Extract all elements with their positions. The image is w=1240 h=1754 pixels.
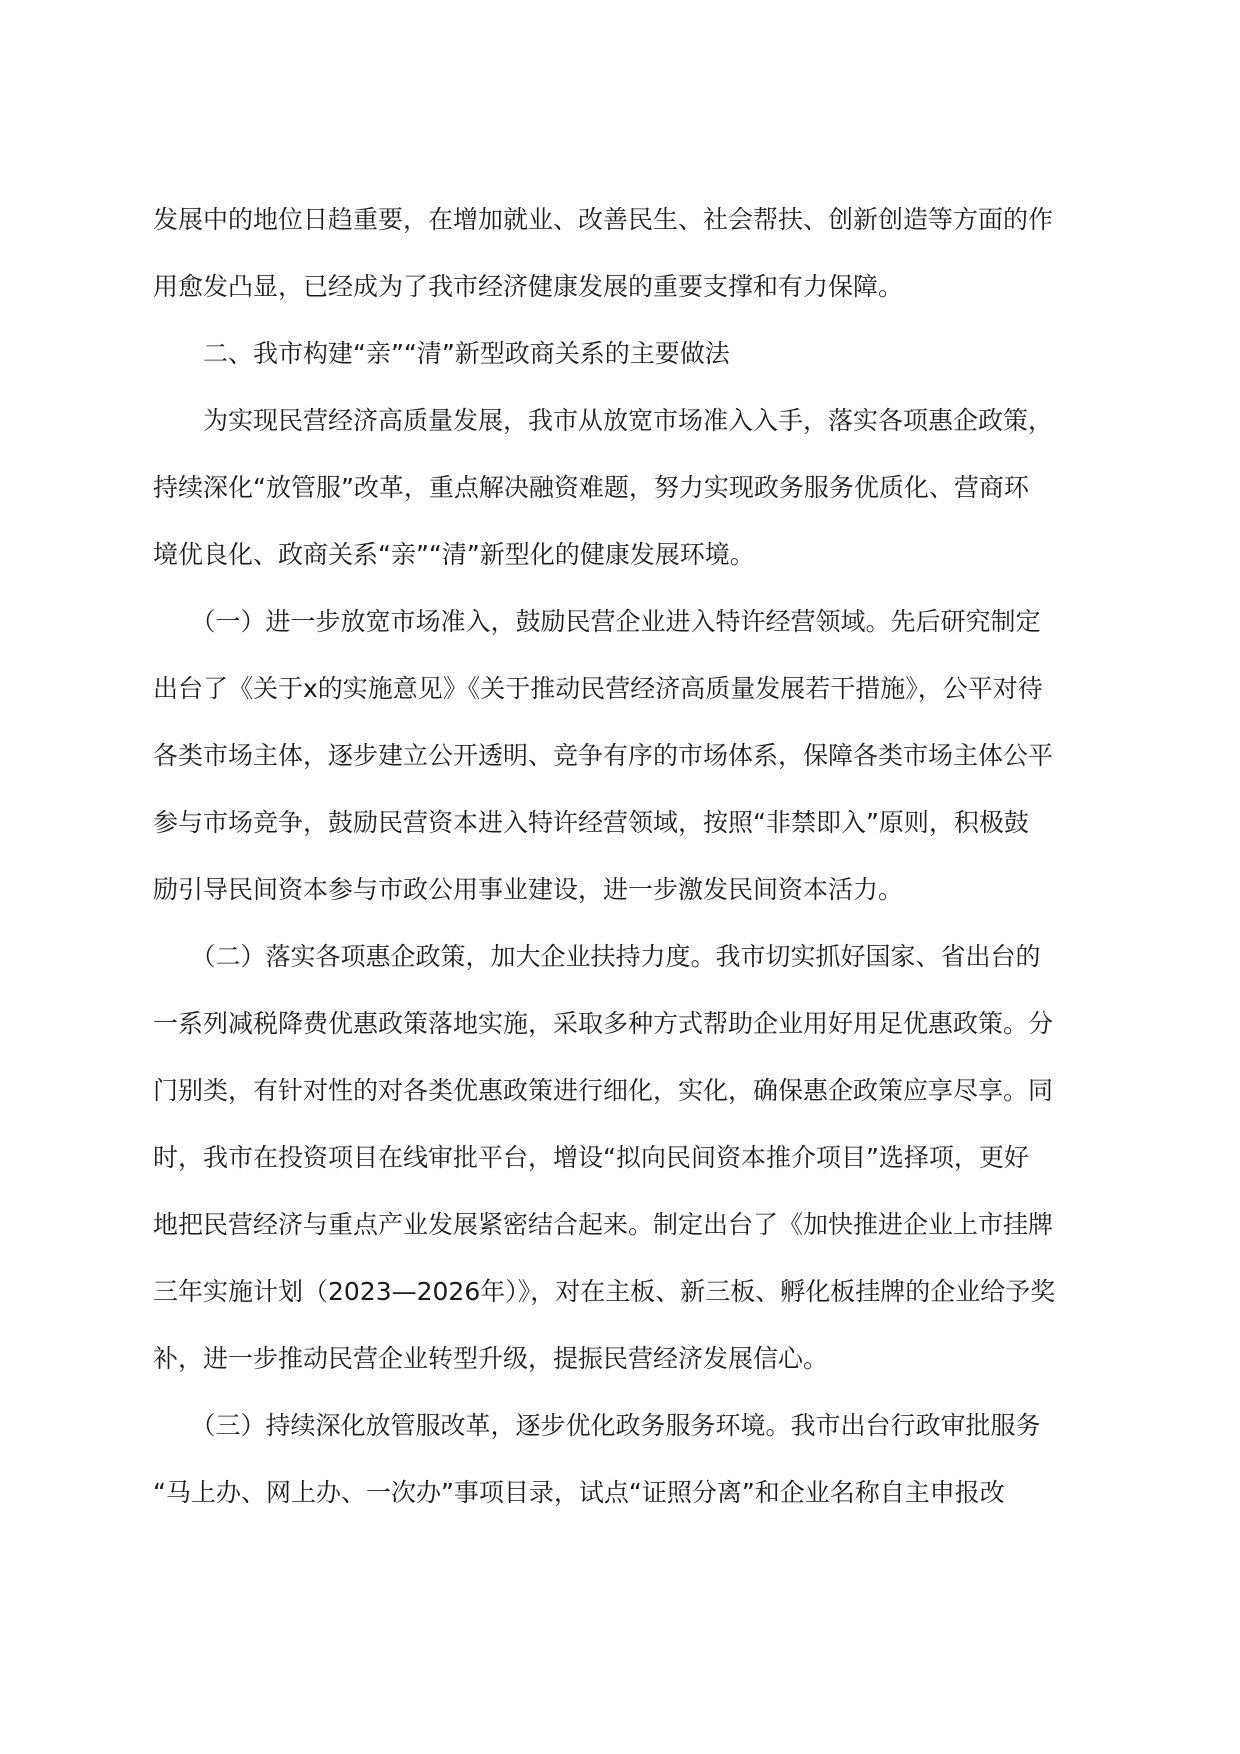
text-line: 各类市场主体，逐步建立公开透明、竞争有序的市场体系，保障各类市场主体公平 <box>153 741 1054 770</box>
text-line: 用愈发凸显，已经成为了我市经济健康发展的重要支撑和有力保障。 <box>153 272 904 301</box>
text-line: 发展中的地位日趋重要，在增加就业、改善民生、社会帮扶、创新创造等方面的作 <box>153 205 1054 234</box>
text-line: 三年实施计划（2023—2026年）》，对在主板、新三板、孵化板挂牌的企业给予奖 <box>153 1277 1056 1306</box>
text-line: 为实现民营经济高质量发展，我市从放宽市场准入入手，落实各项惠企政策， <box>153 406 1054 435</box>
text-line: 门别类，有针对性的对各类优惠政策进行细化，实化，确保惠企政策应享尽享。同 <box>153 1076 1054 1105</box>
text-line: 境优良化、政商关系“亲”“清”新型化的健康发展环境。 <box>153 540 755 569</box>
text-line: 参与市场竞争，鼓励民营资本进入特许经营领域，按照“非禁即入”原则，积极鼓 <box>153 808 1029 837</box>
body-text <box>153 186 1088 1526</box>
text-line: 时，我市在投资项目在线审批平台，增设“拟向民间资本推介项目”选择项，更好 <box>153 1143 1029 1172</box>
text-line: 补，进一步推动民营企业转型升级，提振民营经济发展信心。 <box>153 1344 829 1373</box>
text-line: （二）落实各项惠企政策，加大企业扶持力度。我市切实抓好国家、省出台的 <box>153 942 1041 971</box>
text-line: 一系列减税降费优惠政策落地实施，采取多种方式帮助企业用好用足优惠政策。分 <box>153 1009 1054 1038</box>
text-line: 持续深化“放管服”改革，重点解决融资难题，努力实现政务服务优质化、营商环 <box>153 473 1029 502</box>
text-line: （三）持续深化放管服改革，逐步优化政务服务环境。我市出台行政审批服务 <box>153 1411 1041 1440</box>
section-heading: 二、我市构建“亲”“清”新型政商关系的主要做法 <box>153 339 730 368</box>
text-line: 出台了《关于x的实施意见》《关于推动民营经济高质量发展若干措施》，公平对待 <box>153 674 1043 703</box>
text-line: 地把民营经济与重点产业发展紧密结合起来。制定出台了《加快推进企业上市挂牌 <box>153 1210 1054 1239</box>
text-line: “马上办、网上办、一次办”事项目录，试点“证照分离”和企业名称自主申报改 <box>153 1478 1005 1507</box>
text-line: 励引导民间资本参与市政公用事业建设，进一步激发民间资本活力。 <box>153 875 904 904</box>
text-line: （一）进一步放宽市场准入，鼓励民营企业进入特许经营领域。先后研究制定 <box>153 607 1041 636</box>
